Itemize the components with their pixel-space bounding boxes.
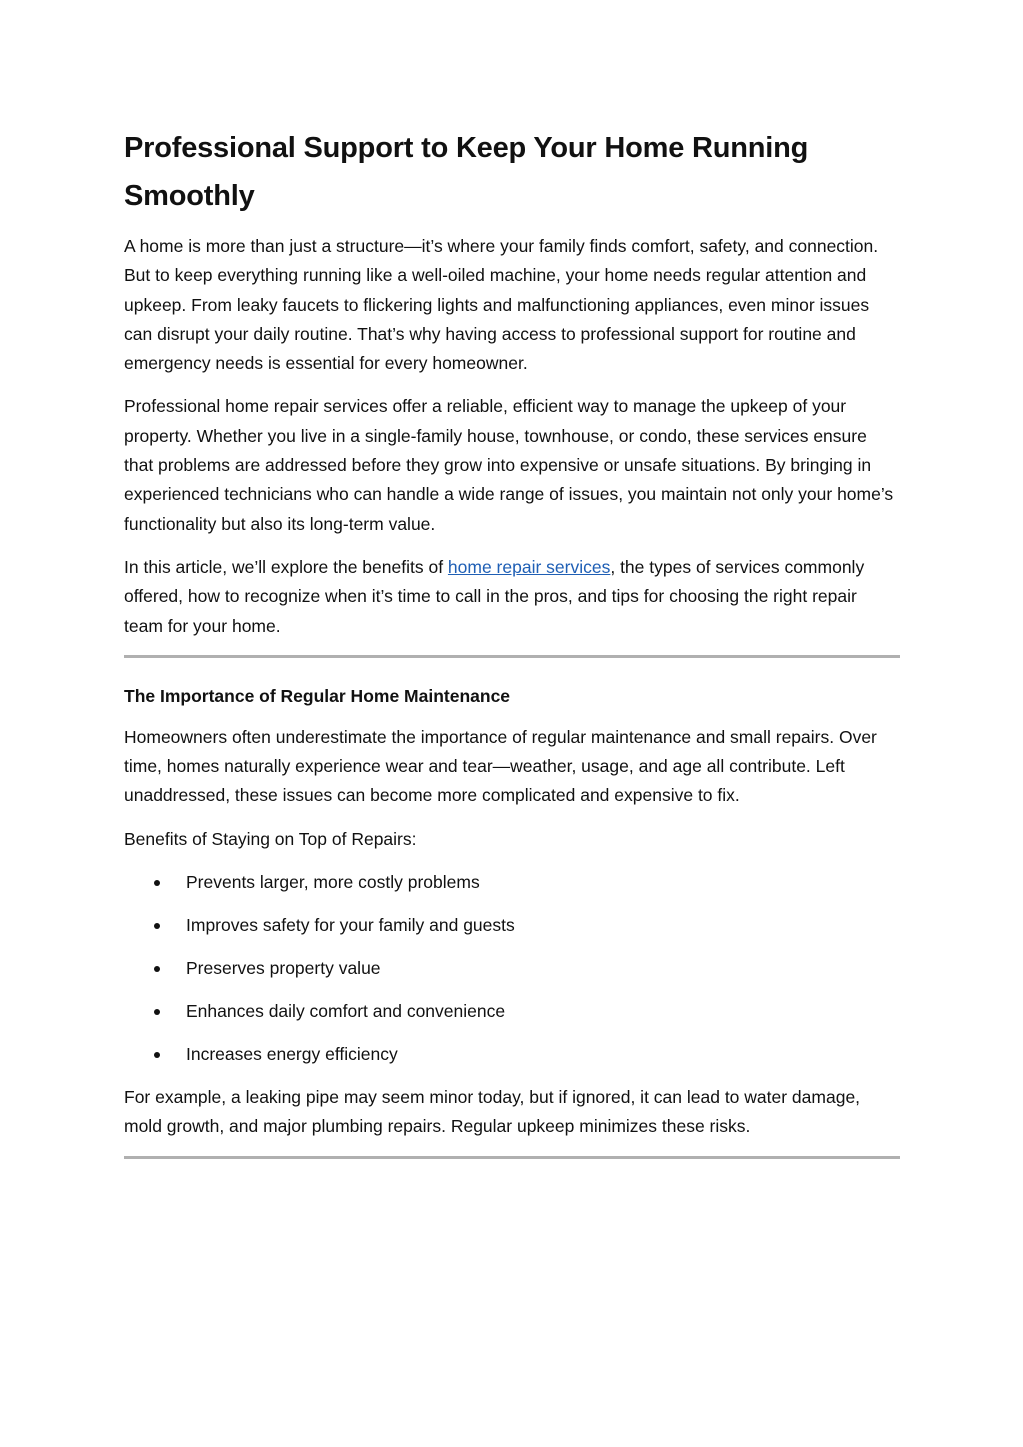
intro-section <box>124 232 900 641</box>
bullet-icon <box>154 923 160 929</box>
maintenance-section <box>124 682 900 1142</box>
list-item <box>124 954 900 983</box>
intro-paragraph-2: Professional home repair services offer a reliable, efficient way to manage the upkeep of your property. Whether you live in a single-family house, townhouse, or condo, these services ensure that problems are addressed before they grow into expensive or unsafe situations. By bringing in experienced technicians who can handle a wide range of issues, you maintain not only your home’s functionality but also its long-term value. <box>124 396 894 534</box>
list-item-text: Preserves property value <box>186 958 381 979</box>
intro-paragraph-3-start: In this article, we’ll explore the benefits of <box>124 556 448 577</box>
section-paragraph-1: Homeowners often underestimate the importance of regular maintenance and small repairs. Over time, homes naturally experience wear and tear—weather, usage, and age all contribute. Left unaddressed, these issues can become more complicated and expensive to fix. <box>124 726 877 806</box>
bullet-icon <box>154 880 160 886</box>
bullet-icon <box>154 1009 160 1015</box>
section-heading: The Importance of Regular Home Maintenance <box>124 685 511 706</box>
bullet-icon <box>154 966 160 972</box>
benefits-list <box>124 868 900 1069</box>
list-item <box>124 868 900 897</box>
section-divider <box>124 655 900 658</box>
list-item-text: Prevents larger, more costly problems <box>186 872 480 893</box>
home-repair-services-link[interactable]: home repair services <box>447 556 611 577</box>
intro-paragraph-3-end: , the types of services commonly offered, how to recognize when it’s time to call in the pros, and tips for choosing the right repair team for your home. <box>124 556 865 636</box>
section-divider <box>124 1156 900 1159</box>
list-item <box>124 1040 900 1069</box>
list-item-text: Increases energy efficiency <box>186 1044 398 1065</box>
intro-paragraph-3 <box>124 553 900 641</box>
list-item-text: Improves safety for your family and guests <box>186 915 515 936</box>
document-page <box>124 124 900 1159</box>
list-item <box>124 997 900 1026</box>
list-item-text: Enhances daily comfort and convenience <box>186 1001 506 1022</box>
list-item <box>124 911 900 940</box>
bullet-icon <box>154 1052 160 1058</box>
benefits-intro: Benefits of Staying on Top of Repairs: <box>124 828 417 849</box>
page-title: Professional Support to Keep Your Home Running Smoothly <box>124 132 809 212</box>
intro-paragraph-1: A home is more than just a structure—it’s where your family finds comfort, safety, and connection. But to keep everything running like a well-oiled machine, your home needs regular attention and upkeep. From leaky faucets to flickering lights and malfunctioning appliances, even minor issues can disrupt your daily routine. That’s why having access to professional support for routine and emergency needs is essential for every homeowner. <box>124 236 879 374</box>
section-paragraph-2: For example, a leaking pipe may seem minor today, but if ignored, it can lead to water damage, mold growth, and major plumbing repairs. Regular upkeep minimizes these risks. <box>124 1087 861 1137</box>
